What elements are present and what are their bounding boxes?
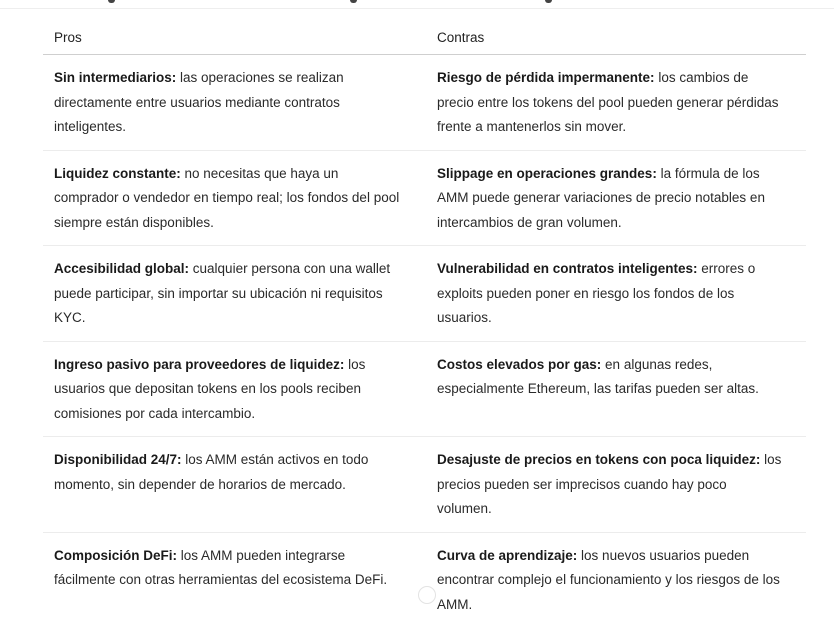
con-cell xyxy=(426,437,806,533)
pro-title: Composición DeFi: xyxy=(54,547,178,563)
pro-title: Sin intermediarios: xyxy=(54,70,177,85)
con-cell xyxy=(426,55,806,151)
table-row xyxy=(43,437,806,533)
pro-title: Accesibilidad global: xyxy=(54,261,190,276)
pro-cell xyxy=(43,437,426,533)
pro-text: los AMM pueden integrarse fácilmente con otras herramientas del ecosistema DeFi. xyxy=(54,547,388,587)
pro-cell xyxy=(43,341,426,437)
pro-cell xyxy=(43,150,426,246)
table-row xyxy=(43,55,806,151)
header-pros: Pros xyxy=(43,20,426,55)
con-cell xyxy=(426,246,806,342)
con-title: Slippage en operaciones grandes: xyxy=(437,165,657,181)
con-title: Desajuste de precios en tokens con poca liquidez: xyxy=(437,452,761,467)
pros-cons-table xyxy=(43,20,806,627)
con-cell xyxy=(426,341,806,437)
cropped-glyph xyxy=(108,0,115,3)
pro-cell xyxy=(43,55,426,151)
table-row xyxy=(43,150,806,246)
pro-text: los AMM están activos en todo momento, sin depender de horarios de mercado. xyxy=(54,452,369,492)
pro-title: Liquidez constante: xyxy=(54,165,181,181)
con-text: en algunas redes, especialmente Ethereum, las tarifas pueden ser altas. xyxy=(437,356,759,396)
cropped-glyph xyxy=(545,0,552,3)
con-text: los precios pueden ser imprecisos cuando hay poco volumen. xyxy=(437,452,782,516)
table-row xyxy=(43,246,806,342)
con-title: Vulnerabilidad en contratos inteligentes: xyxy=(437,261,698,276)
pro-cell xyxy=(43,532,426,627)
table-row xyxy=(43,532,806,627)
pro-text: no necesitas que haya un comprador o vendedor en tiempo real; los fondos del pool siempre están disponibles. xyxy=(54,165,400,230)
table-header-row xyxy=(43,20,806,55)
con-text: los cambios de precio entre los tokens del pool pueden generar pérdidas frente a mantenerlos sin mover. xyxy=(437,70,779,134)
con-text: errores o exploits pueden poner en riesgo los fondos de los usuarios. xyxy=(437,261,756,325)
con-title: Costos elevados por gas: xyxy=(437,356,602,372)
pro-text: cualquier persona con una wallet puede participar, sin importar su ubicación ni requisitos KYC. xyxy=(54,261,391,325)
con-cell xyxy=(426,150,806,246)
con-title: Curva de aprendizaje: xyxy=(437,547,578,563)
pro-text: los usuarios que depositan tokens en los pools reciben comisiones por cada intercambio. xyxy=(54,356,366,421)
cropped-glyph xyxy=(350,0,357,3)
pro-title: Ingreso pasivo para proveedores de liquidez: xyxy=(54,356,345,372)
con-text: la fórmula de los AMM puede generar variaciones de precio notables en intercambios de gran volumen. xyxy=(437,165,765,230)
header-contras: Contras xyxy=(426,20,806,55)
con-cell xyxy=(426,532,806,627)
con-title: Riesgo de pérdida impermanente: xyxy=(437,70,655,85)
scroll-indicator[interactable] xyxy=(418,586,436,604)
cropped-text-above xyxy=(0,0,834,9)
table-row xyxy=(43,341,806,437)
pro-text: las operaciones se realizan directamente entre usuarios mediante contratos inteligentes. xyxy=(54,70,344,134)
pro-title: Disponibilidad 24/7: xyxy=(54,452,182,467)
con-text: los nuevos usuarios pueden encontrar complejo el funcionamiento y los riesgos de los AMM. xyxy=(437,547,780,612)
pro-cell xyxy=(43,246,426,342)
